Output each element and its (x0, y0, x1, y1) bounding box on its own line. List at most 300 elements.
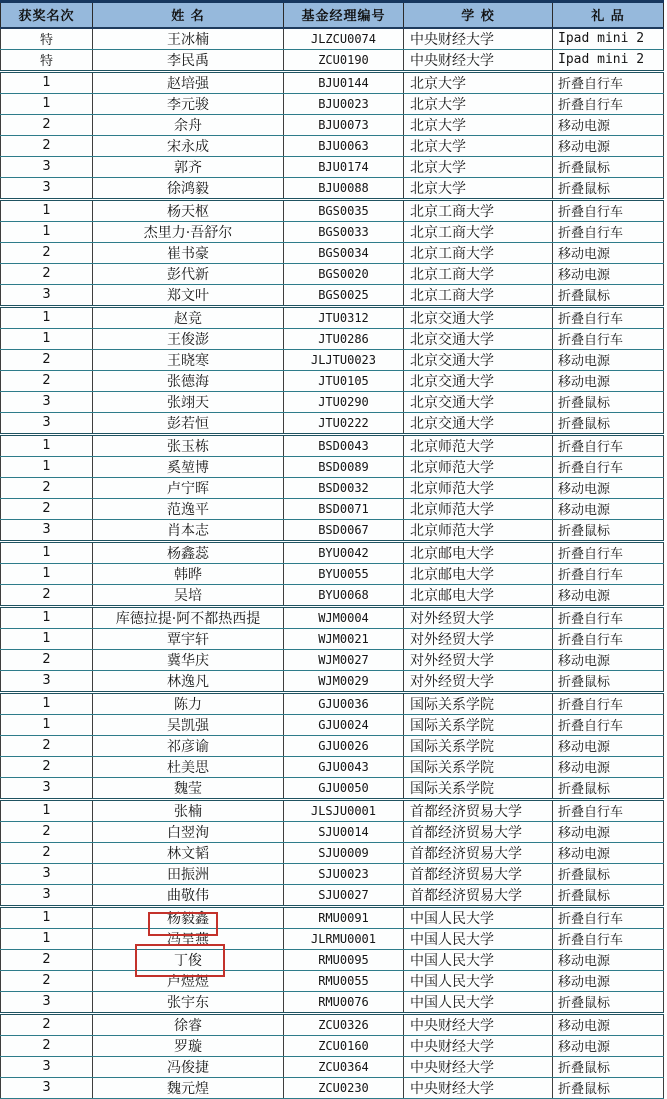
table-row (1, 156, 664, 177)
table-row (1, 714, 664, 735)
cell-school[interactable]: 北京邮电大学 (404, 584, 553, 606)
table-row (1, 1035, 664, 1056)
cell-school[interactable]: 首都经济贸易大学 (404, 821, 553, 842)
cell-school[interactable]: 对外经贸大学 (404, 649, 553, 670)
cell-id[interactable]: BJU0174 (284, 156, 404, 177)
cell-school[interactable]: 北京大学 (404, 71, 553, 93)
table-row (1, 756, 664, 777)
cell-id[interactable]: SJU0014 (284, 821, 404, 842)
cell-name[interactable]: 白翌洵 (93, 821, 284, 842)
cell-gift[interactable]: 折叠自行车 (553, 928, 664, 949)
cell-id[interactable]: SJU0009 (284, 842, 404, 863)
cell-rank[interactable]: 3 (1, 884, 93, 906)
cell-name[interactable]: 李民禹 (93, 49, 284, 71)
cell-id[interactable]: GJU0043 (284, 756, 404, 777)
cell-rank[interactable]: 2 (1, 1035, 93, 1056)
cell-school[interactable]: 北京交通大学 (404, 391, 553, 412)
column-header-id[interactable]: 基金经理编号 (284, 2, 404, 28)
cell-rank[interactable]: 1 (1, 456, 93, 477)
table-row (1, 863, 664, 884)
cell-school[interactable]: 对外经贸大学 (404, 628, 553, 649)
cell-name[interactable]: 韩晔 (93, 563, 284, 584)
table-row (1, 328, 664, 349)
cell-name[interactable]: 田振洲 (93, 863, 284, 884)
table-row (1, 177, 664, 199)
header-row (1, 2, 664, 28)
table-row (1, 71, 664, 93)
cell-name[interactable]: 吴凯强 (93, 714, 284, 735)
cell-rank[interactable]: 2 (1, 756, 93, 777)
cell-name[interactable]: 库德拉提·阿不都热西提 (93, 606, 284, 628)
cell-gift[interactable]: 折叠鼠标 (553, 519, 664, 541)
cell-gift[interactable]: 移动电源 (553, 821, 664, 842)
cell-rank[interactable]: 3 (1, 863, 93, 884)
table-row (1, 370, 664, 391)
cell-school[interactable]: 首都经济贸易大学 (404, 863, 553, 884)
cell-gift[interactable]: 折叠自行车 (553, 606, 664, 628)
cell-rank[interactable]: 1 (1, 906, 93, 928)
cell-name[interactable]: 林文韬 (93, 842, 284, 863)
cell-school[interactable]: 中央财经大学 (404, 1077, 553, 1098)
cell-rank[interactable]: 2 (1, 114, 93, 135)
cell-gift[interactable]: 折叠自行车 (553, 434, 664, 456)
cell-gift[interactable]: 折叠自行车 (553, 541, 664, 563)
cell-gift[interactable]: 折叠自行车 (553, 93, 664, 114)
cell-rank[interactable]: 1 (1, 606, 93, 628)
cell-name[interactable]: 张翊天 (93, 391, 284, 412)
cell-id[interactable]: BJU0023 (284, 93, 404, 114)
cell-id[interactable]: GJU0050 (284, 777, 404, 799)
table-row (1, 906, 664, 928)
cell-school[interactable]: 对外经贸大学 (404, 606, 553, 628)
cell-rank[interactable]: 2 (1, 477, 93, 498)
cell-name[interactable]: 王晓寒 (93, 349, 284, 370)
cell-id[interactable]: WJM0027 (284, 649, 404, 670)
cell-id[interactable]: BYU0055 (284, 563, 404, 584)
cell-rank[interactable]: 2 (1, 735, 93, 756)
table-row (1, 799, 664, 821)
cell-rank[interactable]: 3 (1, 412, 93, 434)
cell-rank[interactable]: 1 (1, 221, 93, 242)
table-body (1, 28, 664, 1099)
cell-school[interactable]: 北京大学 (404, 93, 553, 114)
cell-rank[interactable]: 3 (1, 670, 93, 692)
cell-school[interactable]: 国际关系学院 (404, 756, 553, 777)
cell-rank[interactable]: 2 (1, 498, 93, 519)
cell-school[interactable]: 首都经济贸易大学 (404, 842, 553, 863)
cell-gift[interactable]: 移动电源 (553, 263, 664, 284)
cell-name[interactable]: 张楠 (93, 799, 284, 821)
table-row (1, 28, 664, 50)
cell-gift[interactable]: 移动电源 (553, 1035, 664, 1056)
cell-gift[interactable]: 折叠自行车 (553, 692, 664, 714)
table-row (1, 135, 664, 156)
cell-rank[interactable]: 1 (1, 71, 93, 93)
cell-name[interactable]: 覃宇轩 (93, 628, 284, 649)
cell-school[interactable]: 中国人民大学 (404, 991, 553, 1013)
cell-rank[interactable]: 3 (1, 991, 93, 1013)
cell-rank[interactable]: 2 (1, 970, 93, 991)
cell-name[interactable]: 冯呈燕 (93, 928, 284, 949)
cell-gift[interactable]: 移动电源 (553, 735, 664, 756)
cell-name[interactable]: 彭若恒 (93, 412, 284, 434)
cell-gift[interactable]: 折叠鼠标 (553, 391, 664, 412)
cell-id[interactable]: BJU0063 (284, 135, 404, 156)
cell-school[interactable]: 北京交通大学 (404, 370, 553, 391)
table-row (1, 93, 664, 114)
cell-school[interactable]: 北京交通大学 (404, 328, 553, 349)
cell-id[interactable]: BGS0034 (284, 242, 404, 263)
table-row (1, 221, 664, 242)
cell-id[interactable]: BSD0043 (284, 434, 404, 456)
cell-name[interactable]: 陈力 (93, 692, 284, 714)
cell-gift[interactable]: 折叠自行车 (553, 306, 664, 328)
cell-name[interactable]: 徐鸿毅 (93, 177, 284, 199)
table-row (1, 263, 664, 284)
cell-rank[interactable]: 1 (1, 434, 93, 456)
cell-rank[interactable]: 3 (1, 284, 93, 306)
cell-id[interactable]: WJM0029 (284, 670, 404, 692)
cell-id[interactable]: BSD0032 (284, 477, 404, 498)
cell-id[interactable]: GJU0036 (284, 692, 404, 714)
cell-school[interactable]: 北京工商大学 (404, 199, 553, 221)
table-row (1, 928, 664, 949)
cell-school[interactable]: 国际关系学院 (404, 692, 553, 714)
cell-school[interactable]: 北京师范大学 (404, 456, 553, 477)
cell-rank[interactable]: 2 (1, 1013, 93, 1035)
cell-id[interactable]: BYU0068 (284, 584, 404, 606)
table-row (1, 606, 664, 628)
cell-school[interactable]: 国际关系学院 (404, 735, 553, 756)
table-row (1, 884, 664, 906)
cell-name[interactable]: 卢煜煜 (93, 970, 284, 991)
table-row (1, 692, 664, 714)
cell-gift[interactable]: 折叠鼠标 (553, 863, 664, 884)
table-row (1, 306, 664, 328)
cell-name[interactable]: 丁俊 (93, 949, 284, 970)
cell-gift[interactable]: 移动电源 (553, 477, 664, 498)
cell-rank[interactable]: 2 (1, 263, 93, 284)
cell-name[interactable]: 杨天枢 (93, 199, 284, 221)
table-row (1, 199, 664, 221)
cell-name[interactable]: 林逸凡 (93, 670, 284, 692)
table-row (1, 284, 664, 306)
cell-name[interactable]: 冯俊捷 (93, 1056, 284, 1077)
cell-id[interactable]: RMU0055 (284, 970, 404, 991)
cell-school[interactable]: 北京大学 (404, 114, 553, 135)
table-row (1, 541, 664, 563)
cell-school[interactable]: 北京师范大学 (404, 434, 553, 456)
table-row (1, 991, 664, 1013)
cell-rank[interactable]: 2 (1, 821, 93, 842)
cell-id[interactable]: RMU0091 (284, 906, 404, 928)
cell-id[interactable]: BSD0071 (284, 498, 404, 519)
cell-gift[interactable]: 折叠鼠标 (553, 777, 664, 799)
cell-name[interactable]: 魏元煌 (93, 1077, 284, 1098)
cell-gift[interactable]: Ipad mini 2 (553, 49, 664, 71)
cell-name[interactable]: 宋永成 (93, 135, 284, 156)
cell-school[interactable]: 中国人民大学 (404, 906, 553, 928)
cell-rank[interactable]: 3 (1, 391, 93, 412)
cell-school[interactable]: 北京大学 (404, 177, 553, 199)
cell-gift[interactable]: 折叠自行车 (553, 906, 664, 928)
cell-gift[interactable]: 折叠鼠标 (553, 1056, 664, 1077)
cell-id[interactable]: ZCU0160 (284, 1035, 404, 1056)
cell-name[interactable]: 赵竞 (93, 306, 284, 328)
table-row (1, 242, 664, 263)
cell-gift[interactable]: 折叠自行车 (553, 456, 664, 477)
cell-gift[interactable]: 折叠鼠标 (553, 884, 664, 906)
table-row (1, 970, 664, 991)
cell-id[interactable]: JLJTU0023 (284, 349, 404, 370)
cell-rank[interactable]: 1 (1, 328, 93, 349)
table-row (1, 519, 664, 541)
table-row (1, 649, 664, 670)
cell-school[interactable]: 北京师范大学 (404, 477, 553, 498)
cell-id[interactable]: BSD0089 (284, 456, 404, 477)
cell-gift[interactable]: 折叠鼠标 (553, 1077, 664, 1098)
cell-id[interactable]: ZCU0326 (284, 1013, 404, 1035)
cell-gift[interactable]: 折叠鼠标 (553, 670, 664, 692)
cell-name[interactable]: 杰里力·吾舒尔 (93, 221, 284, 242)
table-row (1, 628, 664, 649)
cell-gift[interactable]: 折叠自行车 (553, 563, 664, 584)
cell-id[interactable]: BJU0088 (284, 177, 404, 199)
cell-name[interactable]: 奚堃博 (93, 456, 284, 477)
cell-gift[interactable]: 折叠鼠标 (553, 412, 664, 434)
table-row (1, 1013, 664, 1035)
cell-school[interactable]: 北京交通大学 (404, 349, 553, 370)
table-row (1, 412, 664, 434)
cell-rank[interactable]: 3 (1, 156, 93, 177)
table-row (1, 949, 664, 970)
cell-name[interactable]: 杨毅鑫 (93, 906, 284, 928)
cell-id[interactable]: JLRMU0001 (284, 928, 404, 949)
cell-school[interactable]: 对外经贸大学 (404, 670, 553, 692)
cell-school[interactable]: 中国人民大学 (404, 970, 553, 991)
cell-school[interactable]: 中国人民大学 (404, 949, 553, 970)
column-header-school[interactable]: 学 校 (404, 2, 553, 28)
cell-gift[interactable]: 移动电源 (553, 584, 664, 606)
cell-rank[interactable]: 1 (1, 714, 93, 735)
cell-name[interactable]: 吴培 (93, 584, 284, 606)
cell-name[interactable]: 徐睿 (93, 1013, 284, 1035)
cell-school[interactable]: 北京工商大学 (404, 284, 553, 306)
cell-gift[interactable]: 移动电源 (553, 498, 664, 519)
cell-gift[interactable]: 折叠自行车 (553, 799, 664, 821)
cell-gift[interactable]: 移动电源 (553, 114, 664, 135)
table-row (1, 777, 664, 799)
cell-school[interactable]: 北京工商大学 (404, 221, 553, 242)
cell-id[interactable]: BJU0144 (284, 71, 404, 93)
cell-id[interactable]: BJU0073 (284, 114, 404, 135)
cell-rank[interactable]: 1 (1, 306, 93, 328)
cell-gift[interactable]: 折叠鼠标 (553, 284, 664, 306)
cell-rank[interactable]: 3 (1, 519, 93, 541)
cell-id[interactable]: BGS0020 (284, 263, 404, 284)
cell-rank[interactable]: 特 (1, 49, 93, 71)
cell-name[interactable]: 肖本志 (93, 519, 284, 541)
cell-id[interactable]: ZCU0190 (284, 49, 404, 71)
cell-rank[interactable]: 3 (1, 1077, 93, 1098)
cell-id[interactable]: BGS0025 (284, 284, 404, 306)
cell-id[interactable]: BYU0042 (284, 541, 404, 563)
cell-rank[interactable]: 3 (1, 777, 93, 799)
table-row (1, 498, 664, 519)
cell-name[interactable]: 张德海 (93, 370, 284, 391)
cell-school[interactable]: 北京工商大学 (404, 242, 553, 263)
cell-school[interactable]: 北京邮电大学 (404, 563, 553, 584)
cell-school[interactable]: 中央财经大学 (404, 28, 553, 50)
cell-id[interactable]: ZCU0364 (284, 1056, 404, 1077)
cell-school[interactable]: 北京工商大学 (404, 263, 553, 284)
cell-name[interactable]: 杜美思 (93, 756, 284, 777)
table-row (1, 477, 664, 498)
cell-id[interactable]: JTU0312 (284, 306, 404, 328)
cell-name[interactable]: 魏莹 (93, 777, 284, 799)
cell-rank[interactable]: 2 (1, 949, 93, 970)
cell-school[interactable]: 中央财经大学 (404, 1056, 553, 1077)
cell-rank[interactable]: 2 (1, 135, 93, 156)
cell-gift[interactable]: 移动电源 (553, 1013, 664, 1035)
cell-gift[interactable]: 折叠自行车 (553, 71, 664, 93)
cell-name[interactable]: 张宇东 (93, 991, 284, 1013)
cell-gift[interactable]: 折叠鼠标 (553, 156, 664, 177)
cell-name[interactable]: 郑文叶 (93, 284, 284, 306)
cell-gift[interactable]: 移动电源 (553, 949, 664, 970)
cell-name[interactable]: 彭代新 (93, 263, 284, 284)
table-row (1, 842, 664, 863)
column-header-name[interactable]: 姓 名 (93, 2, 284, 28)
cell-school[interactable]: 中央财经大学 (404, 1013, 553, 1035)
cell-name[interactable]: 李元骏 (93, 93, 284, 114)
cell-rank[interactable]: 1 (1, 563, 93, 584)
cell-rank[interactable]: 2 (1, 370, 93, 391)
cell-rank[interactable]: 3 (1, 177, 93, 199)
cell-name[interactable]: 冀华庆 (93, 649, 284, 670)
cell-rank[interactable]: 1 (1, 199, 93, 221)
column-header-gift[interactable]: 礼 品 (553, 2, 664, 28)
cell-gift[interactable]: 移动电源 (553, 135, 664, 156)
cell-id[interactable]: JTU0105 (284, 370, 404, 391)
table-row (1, 735, 664, 756)
cell-gift[interactable]: 移动电源 (553, 756, 664, 777)
cell-id[interactable]: RMU0095 (284, 949, 404, 970)
cell-gift[interactable]: 折叠自行车 (553, 328, 664, 349)
cell-gift[interactable]: 折叠鼠标 (553, 177, 664, 199)
cell-school[interactable]: 北京师范大学 (404, 498, 553, 519)
cell-school[interactable]: 首都经济贸易大学 (404, 799, 553, 821)
cell-school[interactable]: 首都经济贸易大学 (404, 884, 553, 906)
cell-id[interactable]: WJM0021 (284, 628, 404, 649)
cell-id[interactable]: SJU0027 (284, 884, 404, 906)
cell-rank[interactable]: 3 (1, 1056, 93, 1077)
cell-name[interactable]: 卢宁晖 (93, 477, 284, 498)
cell-id[interactable]: JTU0222 (284, 412, 404, 434)
cell-name[interactable]: 祁彦谕 (93, 735, 284, 756)
cell-school[interactable]: 中央财经大学 (404, 49, 553, 71)
cell-id[interactable]: WJM0004 (284, 606, 404, 628)
cell-gift[interactable]: 折叠自行车 (553, 199, 664, 221)
cell-school[interactable]: 北京交通大学 (404, 306, 553, 328)
cell-name[interactable]: 张玉栋 (93, 434, 284, 456)
cell-rank[interactable]: 2 (1, 242, 93, 263)
cell-school[interactable]: 北京交通大学 (404, 412, 553, 434)
cell-gift[interactable]: 折叠自行车 (553, 714, 664, 735)
cell-gift[interactable]: 移动电源 (553, 649, 664, 670)
cell-id[interactable]: BGS0035 (284, 199, 404, 221)
table-row (1, 434, 664, 456)
cell-gift[interactable]: 折叠自行车 (553, 221, 664, 242)
cell-gift[interactable]: 移动电源 (553, 349, 664, 370)
cell-name[interactable]: 范逸平 (93, 498, 284, 519)
cell-rank[interactable]: 1 (1, 692, 93, 714)
cell-id[interactable]: JLZCU0074 (284, 28, 404, 50)
cell-name[interactable]: 曲敬伟 (93, 884, 284, 906)
cell-rank[interactable]: 2 (1, 842, 93, 863)
table-row (1, 349, 664, 370)
cell-gift[interactable]: 移动电源 (553, 242, 664, 263)
table-row (1, 584, 664, 606)
cell-rank[interactable]: 1 (1, 628, 93, 649)
column-header-rank[interactable]: 获奖名次 (1, 2, 93, 28)
cell-school[interactable]: 北京师范大学 (404, 519, 553, 541)
cell-gift[interactable]: 折叠鼠标 (553, 991, 664, 1013)
cell-gift[interactable]: 移动电源 (553, 370, 664, 391)
cell-name[interactable]: 罗璇 (93, 1035, 284, 1056)
cell-name[interactable]: 郭齐 (93, 156, 284, 177)
table-row (1, 114, 664, 135)
cell-rank[interactable]: 2 (1, 584, 93, 606)
cell-rank[interactable]: 1 (1, 541, 93, 563)
cell-name[interactable]: 杨鑫蕊 (93, 541, 284, 563)
cell-school[interactable]: 中央财经大学 (404, 1035, 553, 1056)
cell-name[interactable]: 王冰楠 (93, 28, 284, 50)
cell-id[interactable]: BGS0033 (284, 221, 404, 242)
cell-name[interactable]: 王俊澎 (93, 328, 284, 349)
cell-id[interactable]: BSD0067 (284, 519, 404, 541)
cell-id[interactable]: JLSJU0001 (284, 799, 404, 821)
cell-gift[interactable]: Ipad mini 2 (553, 28, 664, 50)
cell-rank[interactable]: 1 (1, 799, 93, 821)
cell-school[interactable]: 国际关系学院 (404, 777, 553, 799)
cell-school[interactable]: 北京大学 (404, 156, 553, 177)
cell-id[interactable]: ZCU0230 (284, 1077, 404, 1098)
cell-gift[interactable]: 折叠自行车 (553, 628, 664, 649)
cell-id[interactable]: GJU0026 (284, 735, 404, 756)
cell-name[interactable]: 余舟 (93, 114, 284, 135)
cell-school[interactable]: 北京大学 (404, 135, 553, 156)
cell-rank[interactable]: 2 (1, 649, 93, 670)
cell-rank[interactable]: 1 (1, 928, 93, 949)
cell-id[interactable]: JTU0290 (284, 391, 404, 412)
cell-id[interactable]: SJU0023 (284, 863, 404, 884)
cell-rank[interactable]: 特 (1, 28, 93, 50)
cell-gift[interactable]: 移动电源 (553, 842, 664, 863)
cell-id[interactable]: JTU0286 (284, 328, 404, 349)
cell-school[interactable]: 中国人民大学 (404, 928, 553, 949)
cell-school[interactable]: 国际关系学院 (404, 714, 553, 735)
cell-id[interactable]: RMU0076 (284, 991, 404, 1013)
cell-name[interactable]: 赵培强 (93, 71, 284, 93)
table-row (1, 49, 664, 71)
cell-rank[interactable]: 1 (1, 93, 93, 114)
cell-id[interactable]: GJU0024 (284, 714, 404, 735)
cell-gift[interactable]: 移动电源 (553, 970, 664, 991)
cell-rank[interactable]: 2 (1, 349, 93, 370)
cell-school[interactable]: 北京邮电大学 (404, 541, 553, 563)
cell-name[interactable]: 崔书豪 (93, 242, 284, 263)
